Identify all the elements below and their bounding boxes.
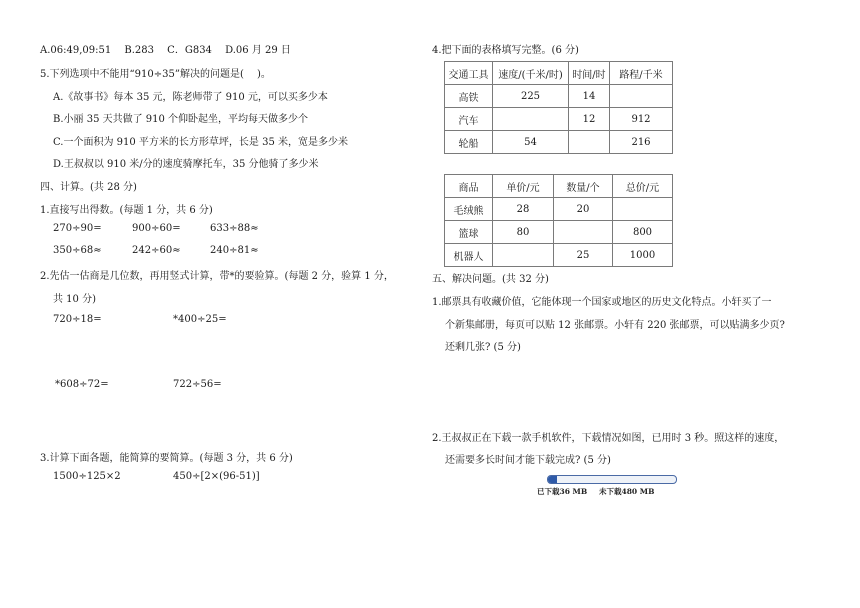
table-row [445, 244, 673, 267]
table-header-cell: 路程/千米 [610, 62, 673, 85]
table-cell: 25 [554, 244, 613, 267]
table-cell: 28 [493, 198, 554, 221]
table-cell [493, 244, 554, 267]
table-header-cell: 交通工具 [445, 62, 493, 85]
table-cell [493, 108, 569, 131]
q4-options: A.06:49,09:51 B.283 C．G834 D.06 月 29 日 [40, 45, 291, 56]
calc-2-item: 720÷18= [53, 314, 102, 325]
table-cell: 12 [569, 108, 610, 131]
table-row [445, 131, 673, 154]
problem-1-line1: 1.邮票具有收藏价值，它能体现一个国家或地区的历史文化特点。小轩买了一 [432, 297, 772, 308]
table-header-cell: 速度/(千米/时) [493, 62, 569, 85]
table-cell: 216 [610, 131, 673, 154]
q5-option-a: A.《故事书》每本 35 元，陈老师带了 910 元，可以买多少本 [53, 92, 328, 103]
table-cell: 轮船 [445, 131, 493, 154]
q5-option-c: C.一个面积为 910 平方米的长方形草坪，长是 35 米，宽是多少米 [53, 137, 348, 148]
calc-1-item: 900÷60= [132, 223, 181, 234]
problem-1-line3: 还剩几张? (5 分) [445, 342, 521, 353]
calc-2-title-line2: 共 10 分) [53, 294, 96, 305]
q5-title: 5.下列选项中不能用“910÷35”解决的问题是( )。 [40, 69, 271, 80]
table-cell: 225 [493, 85, 569, 108]
table-cell: 汽车 [445, 108, 493, 131]
goods-table [444, 174, 673, 267]
calc-1-item: 633÷88≈ [210, 223, 259, 234]
table-cell: 800 [613, 221, 673, 244]
problem-1-line2: 个新集邮册，每页可以贴 12 张邮票。小轩有 220 张邮票，可以贴满多少页? [445, 320, 785, 331]
table-row [445, 221, 673, 244]
table-row [445, 198, 673, 221]
calc-3-title: 3.计算下面各题，能简算的要简算。(每题 3 分，共 6 分) [40, 453, 293, 464]
section-5-heading: 五、解决问题。(共 32 分) [432, 274, 549, 285]
table-row [445, 85, 673, 108]
table-cell: 54 [493, 131, 569, 154]
section-4-heading: 四、计算。(共 28 分) [40, 182, 137, 193]
table-cell [610, 85, 673, 108]
table-header-cell: 单价/元 [493, 175, 554, 198]
problem-2-line2: 还需要多长时间才能下载完成? (5 分) [445, 455, 611, 466]
calc-1-item: 242÷60≈ [132, 245, 181, 256]
table-header-cell: 数量/个 [554, 175, 613, 198]
calc-1-item: 240÷81≈ [210, 245, 259, 256]
transport-table [444, 61, 673, 154]
table-header-row [445, 62, 673, 85]
table-cell [554, 221, 613, 244]
calc-3-item: 1500÷125×2 [53, 471, 121, 482]
calc-2-item: *400÷25= [173, 314, 227, 325]
table-cell: 1000 [613, 244, 673, 267]
table-cell [613, 198, 673, 221]
table-cell [569, 131, 610, 154]
download-progress-bar [547, 475, 677, 484]
problem-2-line1: 2.王叔叔正在下载一款手机软件，下载情况如图，已用时 3 秒。照这样的速度， [432, 433, 785, 444]
calc-2-item: 722÷56= [173, 379, 222, 390]
calc-2-title-line1: 2.先估一估商是几位数，再用竖式计算，带*的要验算。(每题 2 分，验算 1 分， [40, 271, 394, 282]
table-header-cell: 时间/时 [569, 62, 610, 85]
table-cell: 毛绒熊 [445, 198, 493, 221]
table-cell: 20 [554, 198, 613, 221]
downloaded-label: 已下载36 MB [537, 487, 588, 496]
calc-2-item: *608÷72= [55, 379, 109, 390]
table-header-cell: 总价/元 [613, 175, 673, 198]
table-row [445, 108, 673, 131]
table-header-cell: 商品 [445, 175, 493, 198]
calc-1-title: 1.直接写出得数。(每题 1 分，共 6 分) [40, 205, 213, 216]
table-header-row [445, 175, 673, 198]
q5-option-d: D.王叔叔以 910 米/分的速度骑摩托车，35 分他骑了多少米 [53, 159, 319, 170]
download-progress-fill [548, 476, 557, 483]
q5-option-b: B.小丽 35 天共做了 910 个仰卧起坐，平均每天做多少个 [53, 114, 309, 125]
table-cell: 机器人 [445, 244, 493, 267]
remaining-label: 未下载480 MB [599, 487, 655, 496]
q4-title: 4.把下面的表格填写完整。(6 分) [432, 45, 579, 56]
calc-1-item: 270÷90= [53, 223, 102, 234]
table-cell: 高铁 [445, 85, 493, 108]
table-cell: 篮球 [445, 221, 493, 244]
table-cell: 912 [610, 108, 673, 131]
calc-3-item: 450÷[2×(96-51)] [173, 471, 260, 482]
table-cell: 80 [493, 221, 554, 244]
calc-1-item: 350÷68≈ [53, 245, 102, 256]
table-cell: 14 [569, 85, 610, 108]
